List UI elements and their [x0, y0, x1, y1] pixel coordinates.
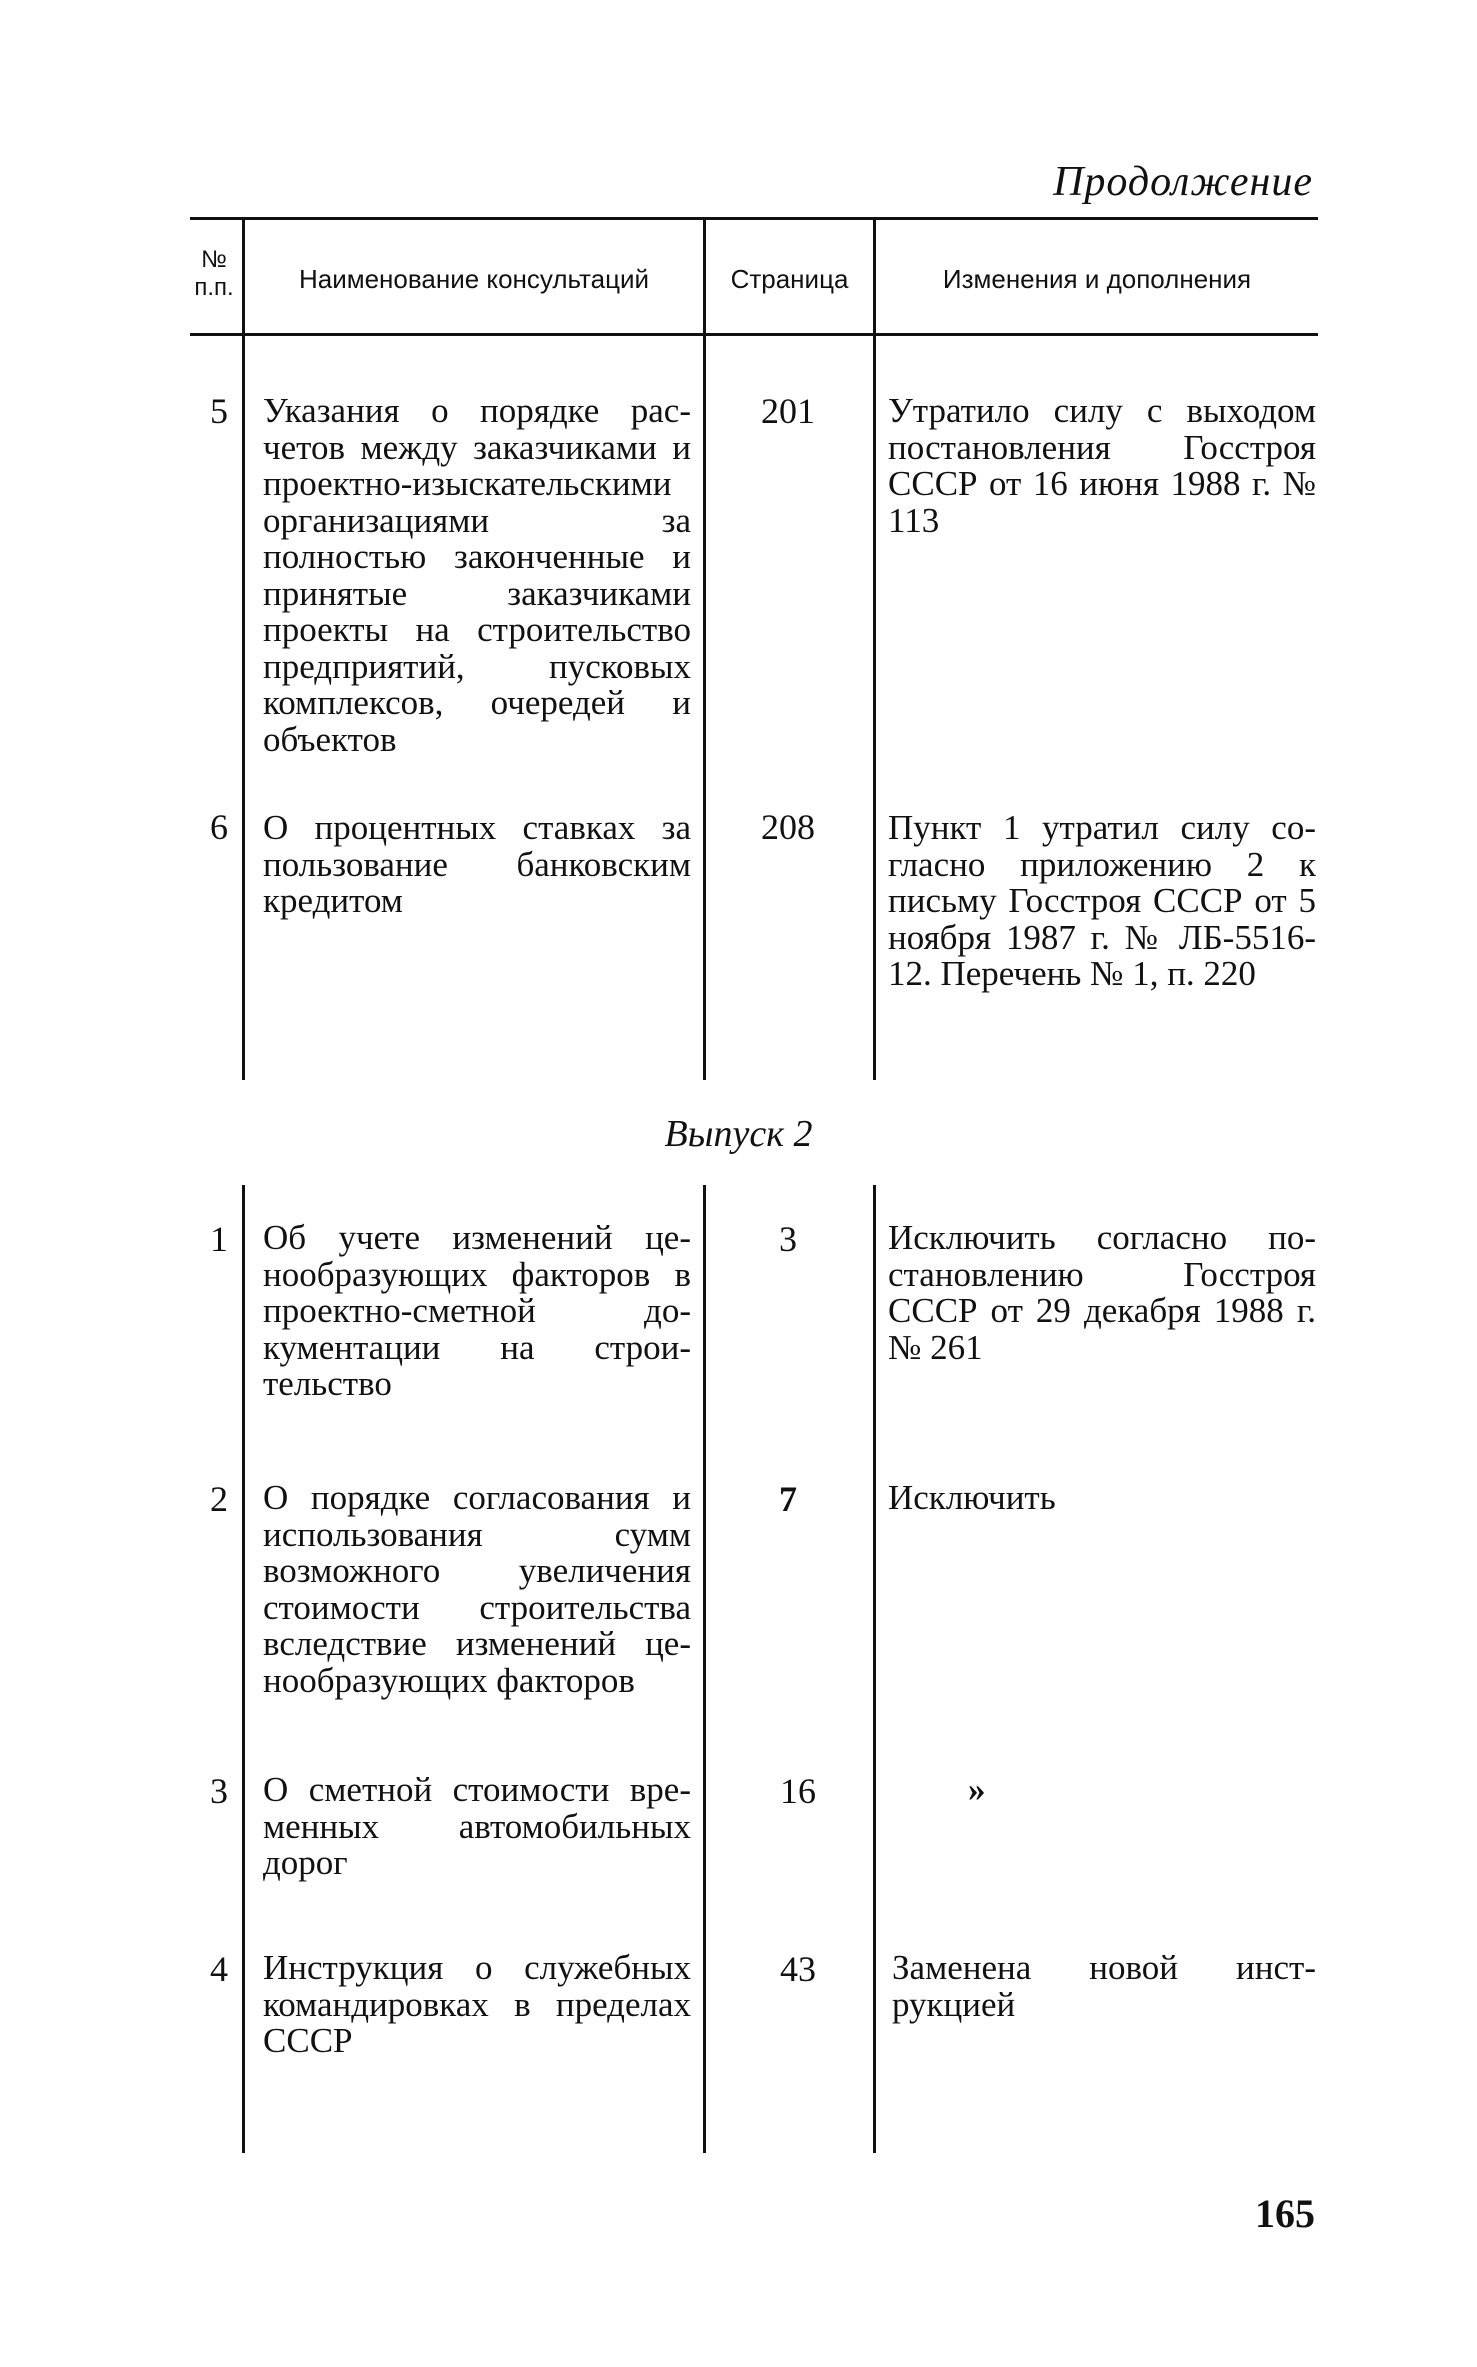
header-col-num: № п.п. [194, 246, 234, 301]
section-title: Выпуск 2 [664, 1113, 813, 1155]
part1-divider-3 [873, 336, 876, 1080]
header-col-name: Наименование консультаций [298, 264, 650, 294]
header-col-changes: Изменения и дополнения [942, 264, 1252, 294]
header-bottom-rule [190, 333, 1318, 336]
page-number: 165 [1255, 2191, 1315, 2236]
page-reference: 16 [780, 1771, 816, 1811]
table-row-number: 2 [210, 1479, 228, 1519]
table-row-number: 5 [210, 391, 228, 431]
consultation-name: Об учете изменений ценообразующих факторов в проектно-сметной документации на строительство [263, 1218, 691, 1403]
table-row-number: 6 [210, 807, 228, 847]
continuation-label: Продолжение [1053, 159, 1313, 205]
header-top-rule [190, 217, 1318, 220]
header-divider-1 [242, 220, 245, 333]
changes-note: Исключить согласно постановлению Госстроя СССР от 29 декабря 1988 г. № 261 [888, 1218, 1316, 1367]
page-reference: 208 [761, 807, 815, 847]
page-reference: 43 [780, 1949, 816, 1989]
table-row-number: 1 [210, 1219, 228, 1259]
consultation-name: О сметной стоимости временных автомобильных дорог [263, 1770, 691, 1882]
changes-note: » [968, 1770, 986, 1809]
page-reference: 7 [779, 1479, 797, 1519]
changes-note: Пункт 1 утратил силу согласно приложению 2 к письму Госстроя СССР от 5 ноября 1987 г. № ЛБ-5516-12. Перечень № 1, п. 220 [888, 808, 1316, 993]
changes-note: Заменена новой инструкцией [892, 1948, 1316, 2024]
changes-note: Утратило силу с выходом постановления Госстроя СССР от 16 июня 1988 г. № 113 [888, 391, 1316, 540]
changes-note: Исключить [888, 1478, 1056, 1517]
part1-divider-1 [242, 336, 245, 1080]
consultation-name: О процентных ставках за пользование банковским кредитом [263, 808, 691, 920]
part2-divider-2 [703, 1185, 706, 2153]
table-row-number: 4 [210, 1949, 228, 1989]
consultation-name: Инструкция о служебных командировках в пределах СССР [263, 1948, 691, 2060]
page-reference: 201 [761, 391, 815, 431]
consultation-name: О порядке согласования и использования сумм возможного увеличения стоимости строительства вследствие изменений ценообразующих факторов [263, 1478, 691, 1700]
part2-divider-3 [873, 1185, 876, 2153]
part2-divider-1 [242, 1185, 245, 2153]
consultation-name: Указания о порядке расчетов между заказчиками и проектно-изыскательскими организациями за полностью законченные и принятые заказчиками проекты на строительство предприятий, пусковых комплексов, очередей и объектов [263, 391, 691, 759]
header-col-page: Страница [730, 264, 849, 294]
part1-divider-2 [703, 336, 706, 1080]
table-row-number: 3 [210, 1771, 228, 1811]
page-reference: 3 [779, 1219, 797, 1259]
